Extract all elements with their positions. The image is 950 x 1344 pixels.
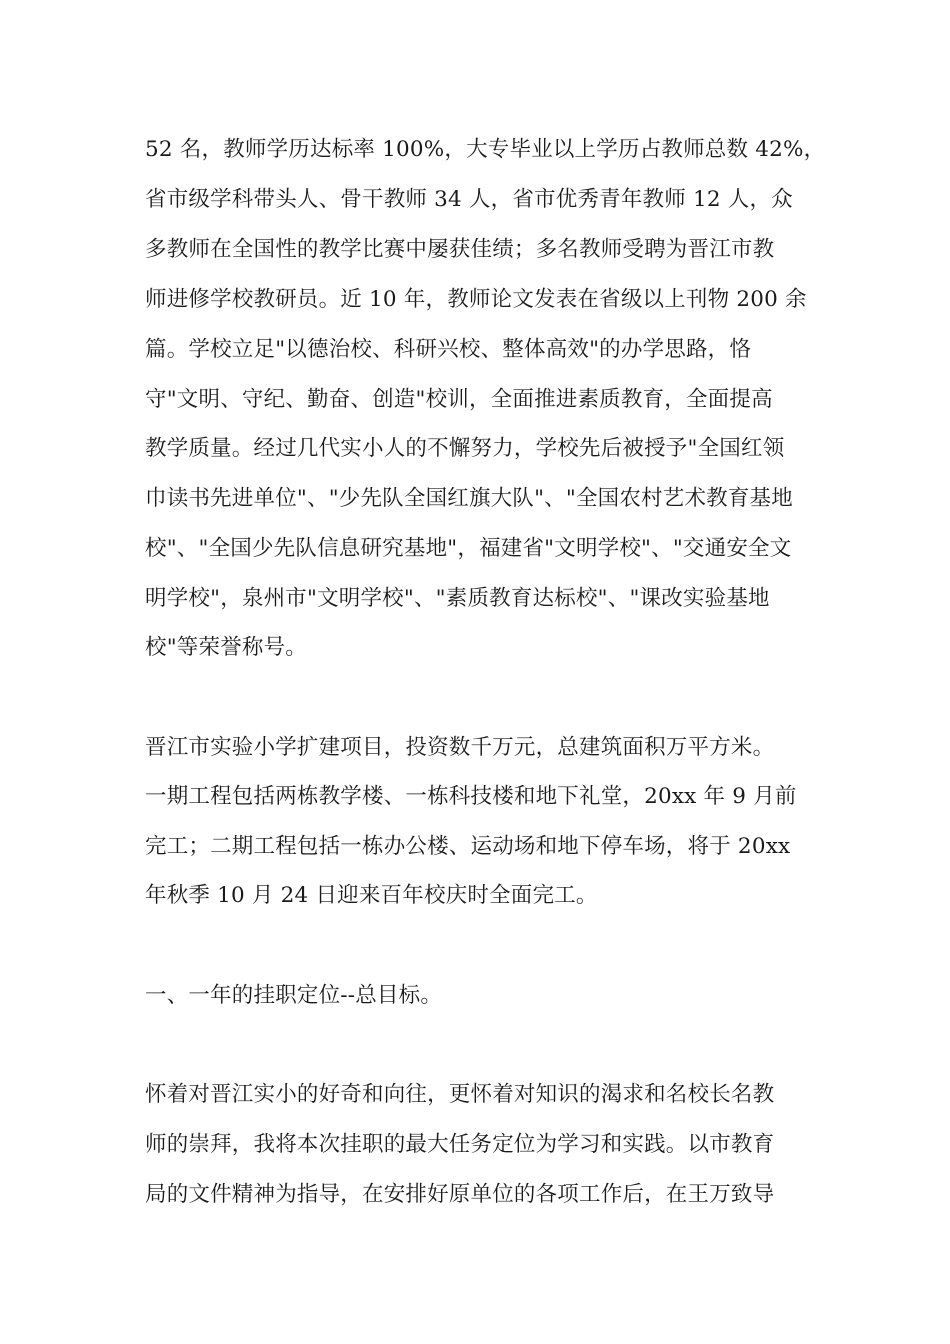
text-line: 校"等荣誉称号。 [145,635,307,660]
text-line: 师进修学校教研员。近 10 年，教师论文发表在省级以上刊物 200 余 [145,287,807,312]
text-line: 52 名，教师学历达标率 100%，大专毕业以上学历占教师总数 42%， [145,137,826,162]
text-line: 完工；二期工程包括一栋办公楼、运动场和地下停车场，将于 20xx [145,834,791,859]
text-line: 一期工程包括两栋教学楼、一栋科技楼和地下礼堂，20xx 年 9 月前 [145,784,797,809]
text-line: 教学质量。经过几代实小人的不懈努力，学校先后被授予"全国红领 [145,436,785,461]
text-line: 篇。学校立足"以德治校、科研兴校、整体高效"的办学思路，恪 [145,337,752,362]
text-line: 校"、"全国少先队信息研究基地"，福建省"文明学校"、"交通安全文 [145,536,792,561]
text-line: 多教师在全国性的教学比赛中屡获佳绩；多名教师受聘为晋江市教 [145,237,775,262]
text-line: 怀着对晋江实小的好奇和向往，更怀着对知识的渴求和名校长名教 [145,1082,775,1107]
text-line: 局的文件精神为指导，在安排好原单位的各项工作后，在王万致导 [145,1182,775,1207]
text-line: 晋江市实验小学扩建项目，投资数千万元，总建筑面积万平方米。 [145,735,775,760]
text-line: 年秋季 10 月 24 日迎来百年校庆时全面完工。 [145,883,598,908]
text-line: 师的崇拜，我将本次挂职的最大任务定位为学习和实践。以市教育 [145,1132,775,1157]
text-line: 巾读书先进单位"、"少先队全国红旗大队"、"全国农村艺术教育基地 [145,486,793,511]
section-heading: 一、一年的挂职定位--总目标。 [145,983,443,1008]
text-line: 守"文明、守纪、勤奋、创造"校训，全面推进素质教育，全面提高 [145,387,773,412]
text-line: 省市级学科带头人、骨干教师 34 人，省市优秀青年教师 12 人，众 [145,187,793,212]
text-line: 明学校"，泉州市"文明学校"、"素质教育达标校"、"课改实验基地 [145,586,770,611]
